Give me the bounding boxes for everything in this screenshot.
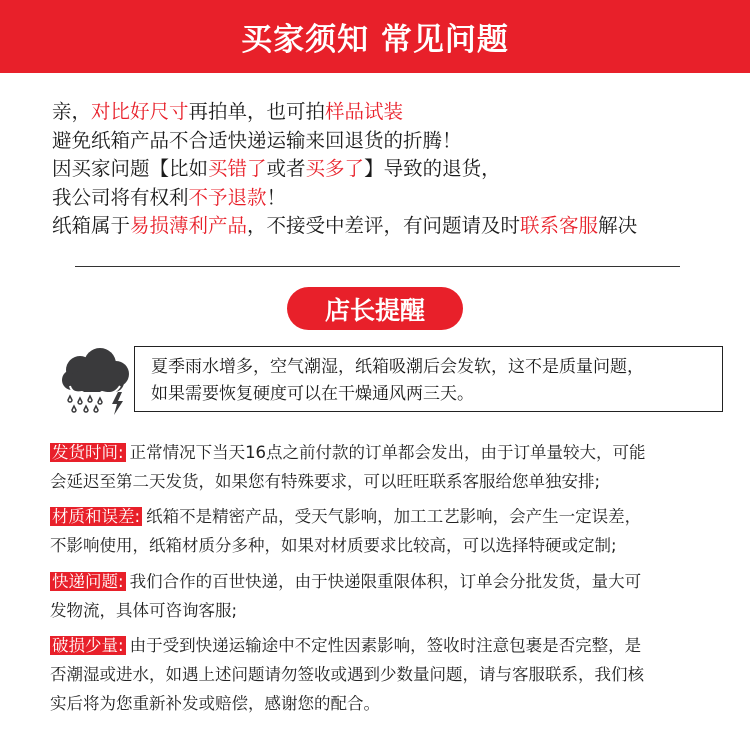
notice-text: 】导致的退货， [364,157,501,181]
notice-text: 亲， [52,100,92,123]
rain-cloud-lightning-icon [58,348,134,416]
faq-line [50,689,715,718]
notice-line [52,98,637,127]
faq-line [50,631,715,660]
faq-line [50,531,715,560]
reminder-line: 夏季雨水增多，空气潮湿，纸箱吸潮后会发软，这不是质量问题， [151,357,644,377]
faq-line [50,660,715,689]
faq-text: 否潮湿或进水，如遇上述问题请勿签收或遇到少数量问题，请与客服联系，我们核 [50,665,644,684]
faq-text: 由于受到快递运输途中不定性因素影响，签收时注意包裹是否完整，是 [129,636,642,655]
highlight-text: 买多了 [305,157,365,181]
highlight-text: 对比好尺寸 [91,100,189,123]
faq-text: 正常情况下当天16点之前付款的订单都会发出，由于订单量较大，可能 [129,443,646,462]
notice-text: ，不接受中差评，有问题请及时 [247,214,521,238]
faq-text: 会延迟至第二天发货，如果您有特殊要求，可以旺旺联系客服给您单独安排; [50,472,601,491]
faq-text: 纸箱不是精密产品，受天气影响，加工工艺影响，会产生一定误差， [146,507,642,526]
faq-text: 我们合作的百世快递，由于快递限重限体积，订单会分批发货，量大可 [129,572,642,591]
highlight-text: 买错了 [208,157,267,181]
notice-text: 我公司将有权利 [52,185,189,209]
notice-text: 因买家问题【比如 [52,157,209,181]
faq-text: 不影响使用，纸箱材质分多种，如果对材质要求比较高，可以选择特硬或定制; [50,536,617,555]
faq-line [50,502,715,531]
notice-text: 纸箱属于 [52,214,131,238]
notice-line [52,127,637,156]
faq-section [50,631,715,718]
notice-text: 避免纸箱产品不合适快递运输来回退货的折腾！ [52,128,462,152]
faq-line [50,438,715,467]
reminder-badge [287,287,463,330]
faq-label: 材质和误差: [52,507,141,526]
faq-section [50,502,715,560]
faq-text: 发物流，具体可咨询客服; [50,601,238,620]
notice-line [52,155,637,184]
faq-text: 实后将为您重新补发或赔偿，感谢您的配合。 [50,694,380,713]
highlight-text: 联系客服 [520,214,599,238]
reminder-line: 如果需要恢复硬度可以在干燥通风两三天。 [151,384,474,404]
reminder-title: 店长提醒 [324,295,425,325]
notice-text: 或者 [266,157,306,181]
faq-line [50,467,715,496]
buyer-notice [52,98,637,241]
faq-label: 发货时间: [52,443,124,462]
reminder-box [134,346,723,412]
header-banner [0,0,750,73]
notice-line [52,184,637,213]
faq-label: 破损少量: [52,636,124,655]
highlight-text: 样品试装 [325,100,404,123]
notice-text: ！ [266,185,287,209]
faq-label: 快递问题: [52,572,124,591]
faq-line [50,596,715,625]
notice-text: 再拍单，也可拍 [188,100,326,123]
faq-line [50,567,715,596]
notice-text: 解决 [598,214,638,238]
divider [75,266,680,267]
page-title: 买家须知 常见问题 [241,22,509,58]
notice-line [52,212,637,241]
faq-section [50,438,715,496]
highlight-text: 不予退款 [188,185,267,209]
highlight-text: 易损薄利产品 [130,214,248,238]
faq-section [50,567,715,625]
